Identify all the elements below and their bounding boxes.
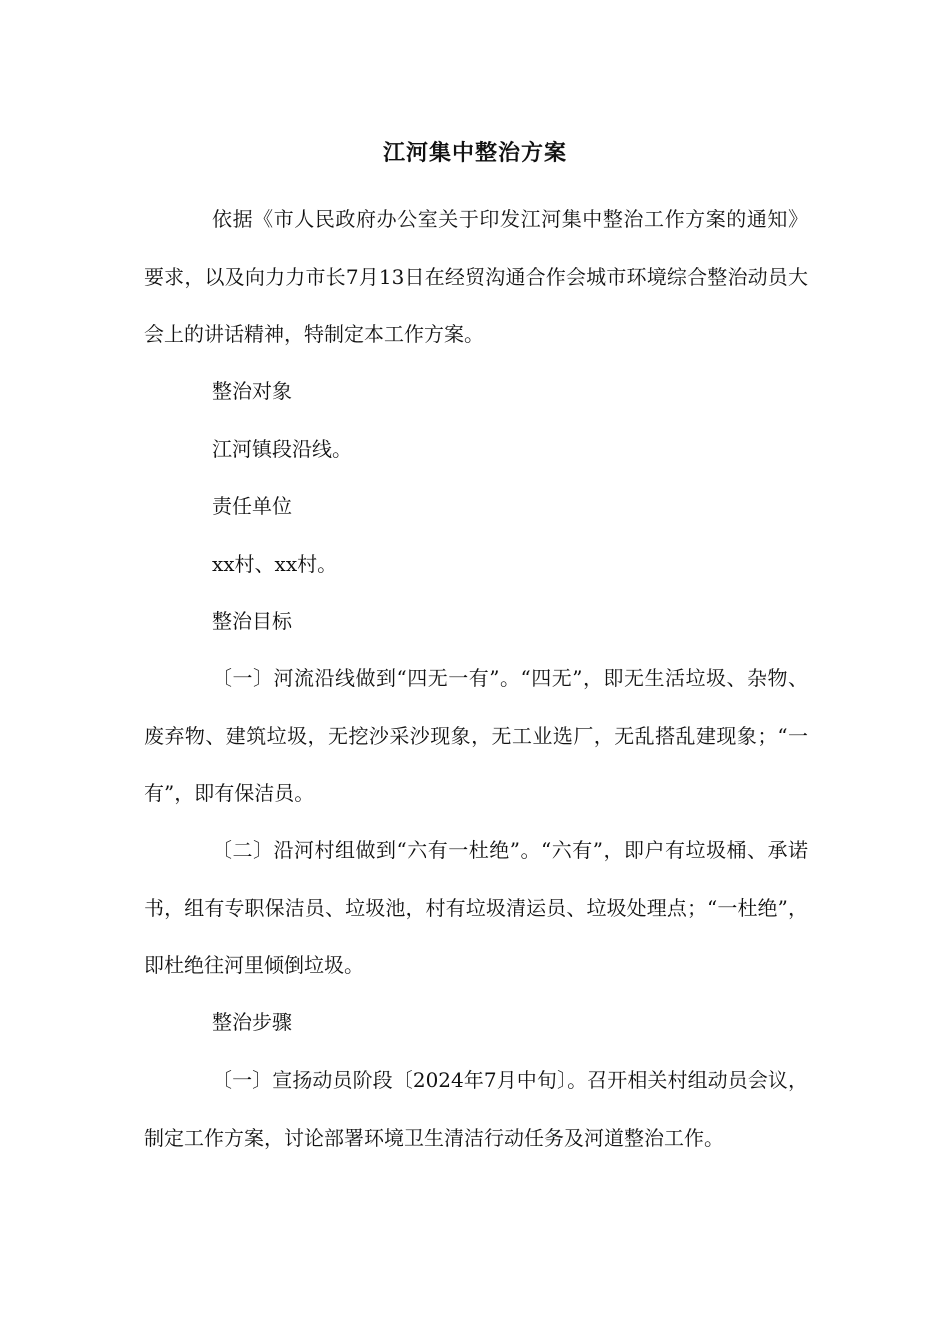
document-title: 江河集中整治方案	[382, 140, 567, 166]
intro-paragraph: 依据《市人民政府办公室关于印发江河集中整治工作方案的通知》要求，以及向力力市长7月13日在经贸沟通合作会城市环境综合整治动员大会上的讲话精神，特制定本工作方案。	[144, 207, 808, 346]
section-text-unit: xx村、xx村。	[212, 552, 338, 576]
section-heading-steps: 整治步骤	[212, 1010, 292, 1034]
section-heading-goal: 整治目标	[212, 609, 292, 633]
section-text-target: 江河镇段沿线。	[212, 437, 352, 461]
step-paragraph-1: 〔一〕宣扬动员阶段〔2024年7月中旬〕。召开相关村组动员会议，制定工作方案，讨论部署环境卫生清洁行动任务及河道整治工作。	[144, 1068, 808, 1150]
section-heading-unit: 责任单位	[212, 494, 292, 518]
section-heading-target: 整治对象	[212, 379, 292, 403]
goal-paragraph-1: 〔一〕河流沿线做到“四无一有”。“四无”，即无生活垃圾、杂物、废弃物、建筑垃圾，无挖沙采沙现象，无工业选厂，无乱搭乱建现象；“一有”，即有保洁员。	[144, 666, 808, 805]
goal-paragraph-2: 〔二〕沿河村组做到“六有一杜绝”。“六有”，即户有垃圾桶、承诺书，组有专职保洁员、垃圾池，村有垃圾清运员、垃圾处理点；“一杜绝”，即杜绝往河里倾倒垃圾。	[144, 838, 808, 977]
